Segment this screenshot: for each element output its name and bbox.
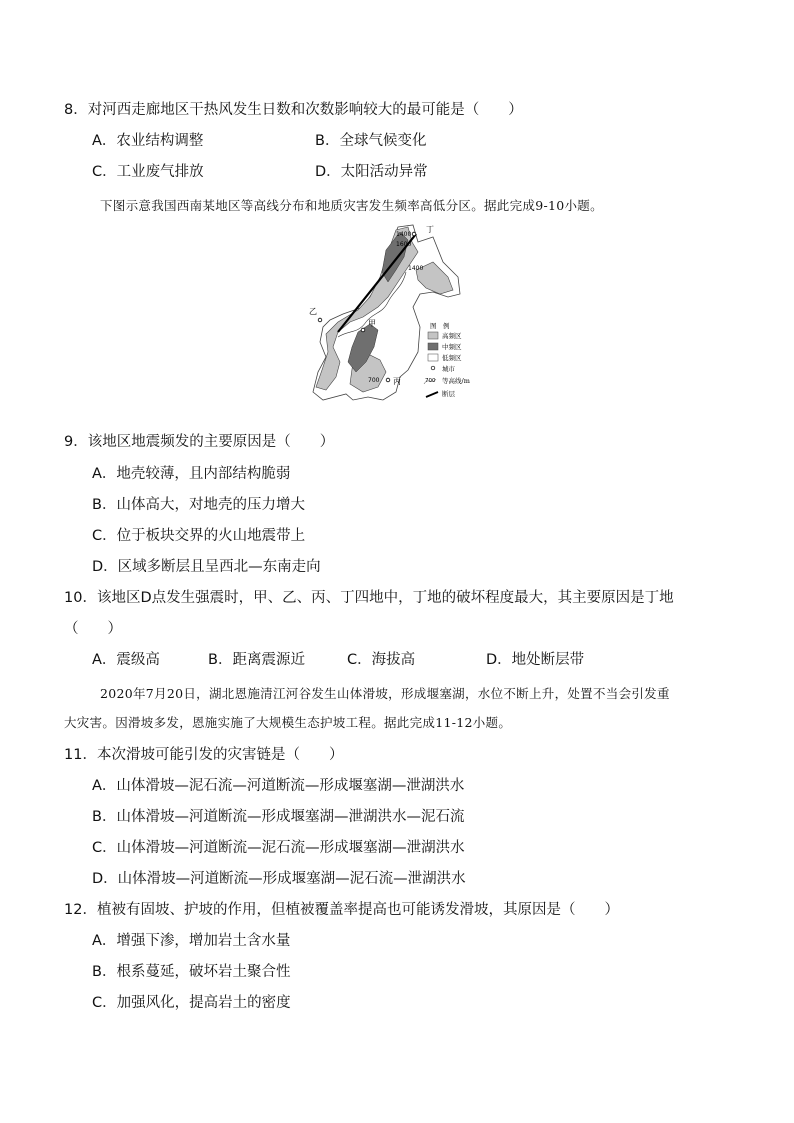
city-ding-icon [412, 232, 416, 236]
q9-option-c: C．位于板块交界的火山地震带上 [92, 528, 306, 544]
legend-city-icon [431, 366, 435, 370]
q12-stem: 12．植被有固坡、护坡的作用，但植被覆盖率提高也可能诱发滑坡，其原因是（ ） [64, 902, 619, 918]
city-yi-icon [318, 318, 322, 322]
legend-title: 图 例 [430, 322, 450, 330]
label-bing: 丙 [393, 377, 401, 386]
q10-option-c: C．海拔高 [347, 652, 416, 668]
city-jia-icon [361, 328, 365, 332]
q9-option-d: D．区域多断层且呈西北—东南走向 [92, 559, 321, 575]
q11-stem: 11．本次滑坡可能引发的灾害链是（ ） [64, 747, 344, 763]
legend-fault-icon [426, 392, 438, 397]
q8-option-d: D．太阳活动异常 [315, 164, 428, 180]
legend-high-label: 高频区 [442, 332, 462, 340]
q10-stem-bracket: （ ） [64, 621, 122, 637]
q11-option-d: D．山体滑坡—河道断流—形成堰塞湖—泥石流—泄湖洪水 [92, 871, 466, 887]
legend-low-swatch [428, 354, 438, 361]
label-contour-1600: 1600 [396, 241, 412, 248]
q9-option-a: A．地壳较薄，且内部结构脆弱 [92, 466, 291, 482]
city-bing-icon [386, 378, 390, 382]
q10-option-a: A．震级高 [92, 652, 160, 668]
label-jia: 甲 [368, 319, 376, 328]
label-yi: 乙 [309, 307, 317, 316]
q11-option-c: C．山体滑坡—河道断流—泥石流—形成堰塞湖—泄湖洪水 [92, 840, 465, 856]
legend-contour-label: 等高线/m [442, 377, 470, 385]
q9-stem: 9．该地区地震频发的主要原因是（ ） [64, 434, 335, 450]
legend-high-swatch [428, 332, 438, 339]
label-contour-1400a: 1400 [396, 231, 412, 238]
intro-11-12-line1: 2020年7月20日，湖北恩施清江河谷发生山体滑坡，形成堰塞湖，水位不断上升，处置不当会引发重 [100, 686, 670, 701]
label-contour-1400b: 1400 [408, 265, 424, 272]
q10-stem: 10．该地区D点发生强震时，甲、乙、丙、丁四地中，丁地的破坏程度最大，其主要原因是丁地 [64, 590, 674, 606]
q12-option-c: C．加强风化，提高岩土的密度 [92, 995, 291, 1011]
legend-city-label: 城市 [442, 365, 455, 373]
legend-contour-value: 700 [425, 378, 436, 384]
q12-option-b: B．根系蔓延，破坏岩土聚合性 [92, 964, 291, 980]
q8-option-b: B．全球气候变化 [315, 133, 427, 149]
q12-option-a: A．增强下渗，增加岩土含水量 [92, 933, 291, 949]
q8-option-c: C．工业废气排放 [92, 164, 204, 180]
intro-11-12-line2: 大灾害。因滑坡多发，恩施实施了大规模生态护坡工程。据此完成11-12小题。 [64, 715, 512, 730]
legend-fault-label: 断层 [442, 390, 455, 398]
q8-option-a: A．农业结构调整 [92, 133, 204, 149]
label-ding: 丁 [426, 225, 434, 234]
legend-mid-swatch [428, 343, 438, 350]
legend-mid-label: 中频区 [442, 343, 462, 351]
q10-option-d: D．地处断层带 [486, 652, 585, 668]
q11-option-a: A．山体滑坡—泥石流—河道断流—形成堰塞湖—泄湖洪水 [92, 778, 465, 794]
map-legend [424, 321, 470, 398]
q9-option-b: B．山体高大，对地壳的压力增大 [92, 497, 305, 513]
intro-9-10: 下图示意我国西南某地区等高线分布和地质灾害发生频率高低分区。据此完成9-10小题。 [100, 198, 603, 213]
legend-low-label: 低频区 [442, 354, 462, 362]
geology-map-figure [308, 222, 508, 422]
label-contour-700: 700 [368, 377, 380, 384]
q10-option-b: B．距离震源近 [208, 652, 305, 668]
q8-stem: 8．对河西走廊地区干热风发生日数和次数影响较大的最可能是（ ） [64, 102, 523, 118]
q11-option-b: B．山体滑坡—河道断流—形成堰塞湖—泄湖洪水—泥石流 [92, 809, 465, 825]
